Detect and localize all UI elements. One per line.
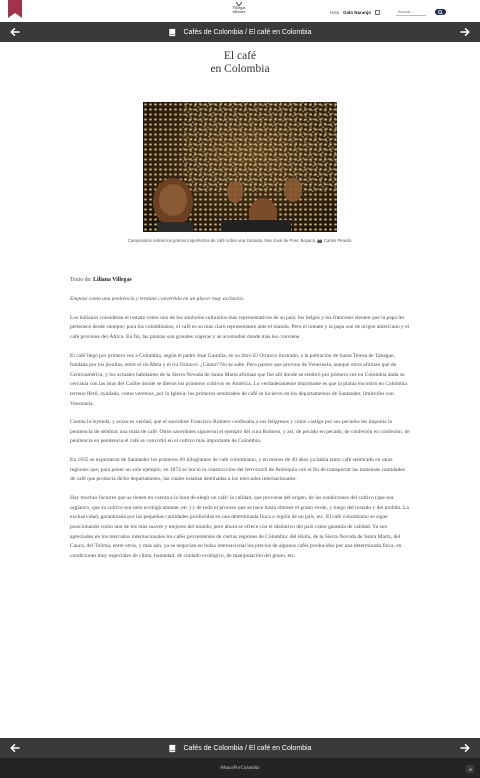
footer-hashtag[interactable]: #AmorPorColombia: [220, 765, 260, 771]
breadcrumb[interactable]: [168, 744, 311, 753]
article-paragraph: En 1835 se exportaron de Santander los primeros 60 kilogramos de café colombiano, y en menos de 40 años ya había tanto café sembrado en otras regiones que, para poner un solo ejemplo, en 1874 se inició la construcción del ferrocarril de Antioquia con el fin de transportar las inmensas cantidades de café que producía dicho departamento, las cuales estaban destinadas a los mercados internacionales.: [70, 457, 405, 483]
user-name[interactable]: Galo Naranjo: [342, 9, 371, 15]
article-paragraph: El café llegó por primera vez a Colombia, según el padre José Gumilla, en su libro El Orinoco ilustrado, a la población de Santa Teresa de Tabague, fundada por los jesuitas, entre el río Meta y el río Orinoco. ¿Cómo? No se sabe. Pero parece que provino de Venezuela, aunque otros afirman que de Centroamérica, y los actuales habitantes de la Sierra Nevada de Santa Marta afirman que fue allí donde se sembró por primera vez en Colombia dada su cercanía con las islas del Caribe donde se dieron los primeros cultivos en América. Lo verdaderamente importante es que la planta encontró en Colombia terreno fértil, ayudada, como veremos, por la Iglesia; los primeros sembrados de café se hicieron en los departamentos de Santander, limítrofes con Venezuela.: [70, 352, 407, 407]
site-footer: [0, 758, 480, 778]
chapter-navbar-top: [0, 22, 480, 42]
breadcrumb-text: Cafés de Colombia / El café en Colombia: [183, 744, 312, 752]
author-label: Texto de:: [70, 277, 92, 283]
search-icon: [438, 10, 443, 15]
site-logo[interactable]: [228, 2, 250, 20]
coffee-harvest-photo[interactable]: [143, 102, 337, 232]
user-area: [330, 6, 446, 18]
article-body: [70, 276, 410, 571]
title-line-2: en Colombia: [210, 63, 270, 75]
author-line: [70, 276, 410, 286]
logo-line-2: editores: [232, 9, 246, 15]
previous-arrow-icon[interactable]: [10, 27, 20, 37]
back-to-top-button[interactable]: [466, 765, 474, 773]
top-header: [0, 0, 480, 22]
breadcrumb-text: Cafés de Colombia / El café en Colombia: [183, 28, 312, 36]
article-lede: Empezó como una penitencia y terminó convertido en un placer muy exclusivo.: [70, 295, 245, 302]
page-title: [0, 50, 480, 76]
title-line-1: El café: [223, 50, 257, 62]
article-paragraph: Los italianos consideran el tomate como uno de los símbolos culinarios más representativos de su país; los belgas y los franceses sienten que la papa les pertenece desde siempre; para los colombianos, el café es su más claro representante ante el mundo. Pero el tomate y la papa son de origen americano y el café proviene del África. En fin, las plantas son grandes viajeras y se acomodan donde más les conviene.: [70, 314, 410, 340]
logo-line-1: Villegas: [232, 5, 246, 10]
book-icon: [168, 744, 177, 753]
search-input[interactable]: [396, 8, 426, 16]
previous-arrow-icon[interactable]: [10, 743, 20, 753]
photo-caption: Campesinos retiran los granos imperfectos de café sobre una zaranda. San José de Poer, Boyacá. 📷 Carlos Pineda.: [127, 238, 353, 243]
author-name[interactable]: Liliana Villegas: [93, 277, 132, 283]
bookmark-icon[interactable]: [8, 0, 22, 18]
article-paragraph: Cuenta la leyenda, y acaso es verdad, que el sacerdote Francisco Romero confesaba a sus feligreses y como castigo por sus pecados les imponía la penitencia de sembrar una mata de café. Otros sacerdotes siguieron el ejemplo del cura Romero, y así, de pecado en pecado, de confesión en confesión, de penitencia en penitencia el café se convirtió en el cultivo más importante de Colombia.: [70, 419, 410, 445]
article-paragraph: Hay muchos factores que se tienen en cuenta a la hora de elegir un café: la calidad, que proviene del origen, de las condiciones del cultivo (que sea orgánico, que su cultivo sea sano ecológicamente, etc.) y de todo el proceso que se hace hasta obtener el grano verde, y luego del tostado y del molido. La exclusividad, garantizada por las pequeñas cantidades producidas en una determinada finca o región de un país, etc. El café colombiano se sigue posicionando como uno de los más suaves y mejores del mundo, pero ahora se ofrece con el distintivo del país como garantía de calidad. Ya son apreciados en los mercados internacionales los cafés provenientes de ciertas regiones de Colombia: del Huila, de la Sierra Nevada de Santa Marta, del Cauca, del Tolima, entre otros, y más aún, ya se negocian en bolsa internacional los precios de algunos cafés producidos por una determinada finca, en condiciones muy especiales de clima, humedad, de cuidado ecológico, de manipulación del grano, etc.: [70, 495, 409, 559]
user-profile-icon[interactable]: [375, 10, 380, 15]
next-arrow-icon[interactable]: [460, 743, 470, 753]
search-button[interactable]: [435, 9, 446, 15]
book-icon: [168, 28, 177, 37]
chapter-navbar-bottom: [0, 738, 480, 758]
next-arrow-icon[interactable]: [460, 27, 470, 37]
breadcrumb[interactable]: [168, 28, 311, 37]
photo-illustration: [143, 102, 337, 232]
chevron-up-icon: [468, 767, 473, 772]
greeting-label: Hola: [329, 9, 339, 15]
